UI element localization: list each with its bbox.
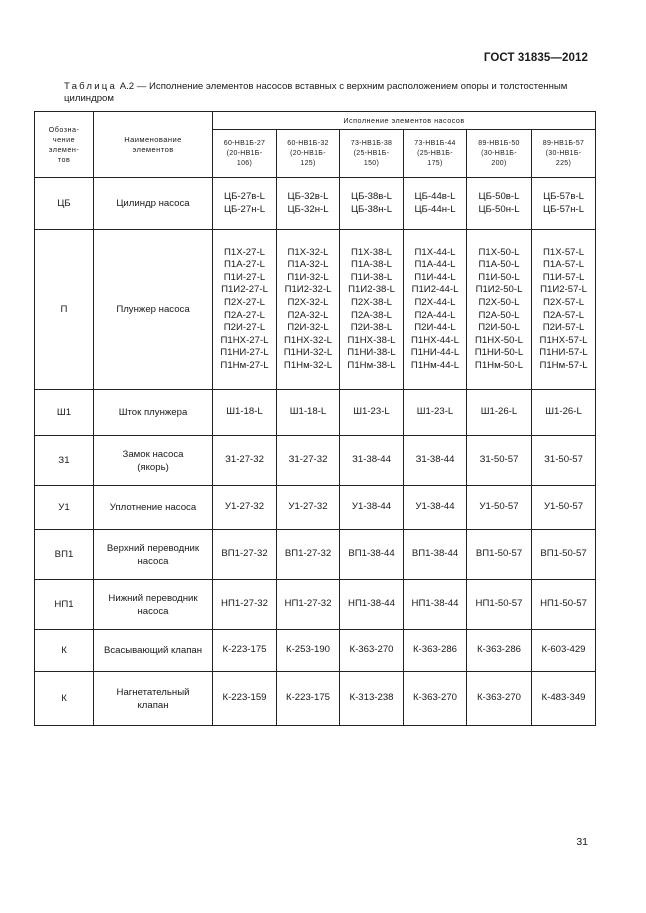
element-value: К-223-159 bbox=[213, 672, 277, 726]
element-code: НП1 bbox=[35, 580, 94, 630]
element-value: З1-38-44 bbox=[404, 436, 467, 486]
table-row bbox=[35, 390, 596, 436]
element-name: Верхний переводник насоса bbox=[94, 530, 213, 580]
element-code: П bbox=[35, 230, 94, 390]
element-value: П1Х-44-L П1А-44-L П1И-44-L П1И2-44-L П2Х-44-L П2А-44-L П2И-44-L П1НХ-44-L П1НИ-44-L П1Нм-44-L bbox=[404, 230, 467, 390]
element-code: ЦБ bbox=[35, 178, 94, 230]
element-code: К bbox=[35, 672, 94, 726]
element-code: К bbox=[35, 630, 94, 672]
table-row bbox=[35, 672, 596, 726]
element-name: Плунжер насоса bbox=[94, 230, 213, 390]
table-caption bbox=[64, 81, 594, 105]
table-row bbox=[35, 530, 596, 580]
header-variant-2: 60-НВ1Б-32 (20-НВ1Б- 125) bbox=[277, 130, 340, 178]
element-value: П1Х-57-L П1А-57-L П1И-57-L П1И2-57-L П2Х-57-L П2А-57-L П2И-57-L П1НХ-57-L П1НИ-57-L П1Нм-57-L bbox=[532, 230, 596, 390]
element-value: Ш1-26-L bbox=[467, 390, 532, 436]
header-variant-4: 73-НВ1Б-44 (25-НВ1Б- 175) bbox=[404, 130, 467, 178]
element-value: К-363-270 bbox=[467, 672, 532, 726]
element-value: К-603-429 bbox=[532, 630, 596, 672]
header-designation: Обозна- чение элемен- тов bbox=[35, 112, 94, 178]
element-name: Цилиндр насоса bbox=[94, 178, 213, 230]
caption-label: Таблица bbox=[64, 81, 118, 92]
table-row bbox=[35, 580, 596, 630]
element-value: ВП1-38-44 bbox=[404, 530, 467, 580]
element-value: К-363-286 bbox=[467, 630, 532, 672]
element-code: Ш1 bbox=[35, 390, 94, 436]
element-value: Ш1-23-L bbox=[404, 390, 467, 436]
element-value: ЦБ-57в-L ЦБ-57н-L bbox=[532, 178, 596, 230]
element-value: К-223-175 bbox=[277, 672, 340, 726]
element-value: У1-27-32 bbox=[213, 486, 277, 530]
header-variant-3: 73-НВ1Б-38 (25-НВ1Б- 150) bbox=[340, 130, 404, 178]
element-value: П1Х-50-L П1А-50-L П1И-50-L П1И2-50-L П2Х-50-L П2А-50-L П2И-50-L П1НХ-50-L П1НИ-50-L П1Нм-50-L bbox=[467, 230, 532, 390]
element-value: К-363-270 bbox=[404, 672, 467, 726]
element-name: Всасывающий клапан bbox=[94, 630, 213, 672]
element-value: К-253-190 bbox=[277, 630, 340, 672]
element-name: Уплотнение насоса bbox=[94, 486, 213, 530]
element-value: П1Х-38-L П1А-38-L П1И-38-L П1И2-38-L П2Х-38-L П2А-38-L П2И-38-L П1НХ-38-L П1НИ-38-L П1Нм-38-L bbox=[340, 230, 404, 390]
element-value: НП1-38-44 bbox=[340, 580, 404, 630]
element-value: ЦБ-38в-L ЦБ-38н-L bbox=[340, 178, 404, 230]
element-value: Ш1-18-L bbox=[213, 390, 277, 436]
header-group: Исполнение элементов насосов bbox=[213, 112, 596, 130]
element-name: Нижний переводник насоса bbox=[94, 580, 213, 630]
header-variant-6: 89-НВ1Б-57 (30-НВ1Б- 225) bbox=[532, 130, 596, 178]
element-name: Шток плунжера bbox=[94, 390, 213, 436]
element-value: З1-50-57 bbox=[467, 436, 532, 486]
element-value: НП1-50-57 bbox=[467, 580, 532, 630]
element-value: З1-50-57 bbox=[532, 436, 596, 486]
element-value: У1-27-32 bbox=[277, 486, 340, 530]
table-row bbox=[35, 178, 596, 230]
element-name: Замок насоса (якорь) bbox=[94, 436, 213, 486]
element-value: НП1-38-44 bbox=[404, 580, 467, 630]
table-row bbox=[35, 436, 596, 486]
element-value: З1-27-32 bbox=[277, 436, 340, 486]
element-value: Ш1-18-L bbox=[277, 390, 340, 436]
element-value: К-223-175 bbox=[213, 630, 277, 672]
element-value: К-363-270 bbox=[340, 630, 404, 672]
element-value: ВП1-50-57 bbox=[532, 530, 596, 580]
element-value: П1Х-32-L П1А-32-L П1И-32-L П1И2-32-L П2Х-32-L П2А-32-L П2И-32-L П1НХ-32-L П1НИ-32-L П1Нм-32-L bbox=[277, 230, 340, 390]
header-variant-1: 60-НВ1Б-27 (20-НВ1Б- 106) bbox=[213, 130, 277, 178]
element-value: У1-50-57 bbox=[532, 486, 596, 530]
element-value: П1Х-27-L П1А-27-L П1И-27-L П1И2-27-L П2Х-27-L П2А-27-L П2И-27-L П1НХ-27-L П1НИ-27-L П1Нм-27-L bbox=[213, 230, 277, 390]
element-value: З1-27-32 bbox=[213, 436, 277, 486]
header-element-name: Наименование элементов bbox=[94, 112, 213, 178]
table-row bbox=[35, 230, 596, 390]
element-code: У1 bbox=[35, 486, 94, 530]
element-value: З1-38-44 bbox=[340, 436, 404, 486]
element-value: Ш1-23-L bbox=[340, 390, 404, 436]
element-value: ВП1-27-32 bbox=[277, 530, 340, 580]
element-value: НП1-27-32 bbox=[213, 580, 277, 630]
element-value: ВП1-50-57 bbox=[467, 530, 532, 580]
elements-table bbox=[34, 111, 596, 726]
element-value: ЦБ-27в-L ЦБ-27н-L bbox=[213, 178, 277, 230]
element-value: ВП1-38-44 bbox=[340, 530, 404, 580]
element-value: К-363-286 bbox=[404, 630, 467, 672]
caption-number: А.2 — bbox=[119, 81, 147, 92]
element-value: К-483-349 bbox=[532, 672, 596, 726]
header-variant-5: 89-НВ1Б-50 (30-НВ1Б- 200) bbox=[467, 130, 532, 178]
element-value: ВП1-27-32 bbox=[213, 530, 277, 580]
table-row bbox=[35, 486, 596, 530]
element-value: ЦБ-32в-L ЦБ-32н-L bbox=[277, 178, 340, 230]
element-value: НП1-27-32 bbox=[277, 580, 340, 630]
element-value: У1-38-44 bbox=[340, 486, 404, 530]
standard-header: ГОСТ 31835—2012 bbox=[483, 52, 588, 64]
element-code: З1 bbox=[35, 436, 94, 486]
element-value: ЦБ-50в-L ЦБ-50н-L bbox=[467, 178, 532, 230]
page-number: 31 bbox=[576, 836, 588, 848]
caption-text: Исполнение элементов насосов вставных с верхним расположением опоры и толстостенным цилиндром bbox=[64, 81, 568, 104]
element-value: НП1-50-57 bbox=[532, 580, 596, 630]
element-code: ВП1 bbox=[35, 530, 94, 580]
table-row bbox=[35, 630, 596, 672]
element-value: Ш1-26-L bbox=[532, 390, 596, 436]
element-value: У1-50-57 bbox=[467, 486, 532, 530]
element-name: Нагнетательный клапан bbox=[94, 672, 213, 726]
element-value: ЦБ-44в-L ЦБ-44н-L bbox=[404, 178, 467, 230]
element-value: У1-38-44 bbox=[404, 486, 467, 530]
element-value: К-313-238 bbox=[340, 672, 404, 726]
